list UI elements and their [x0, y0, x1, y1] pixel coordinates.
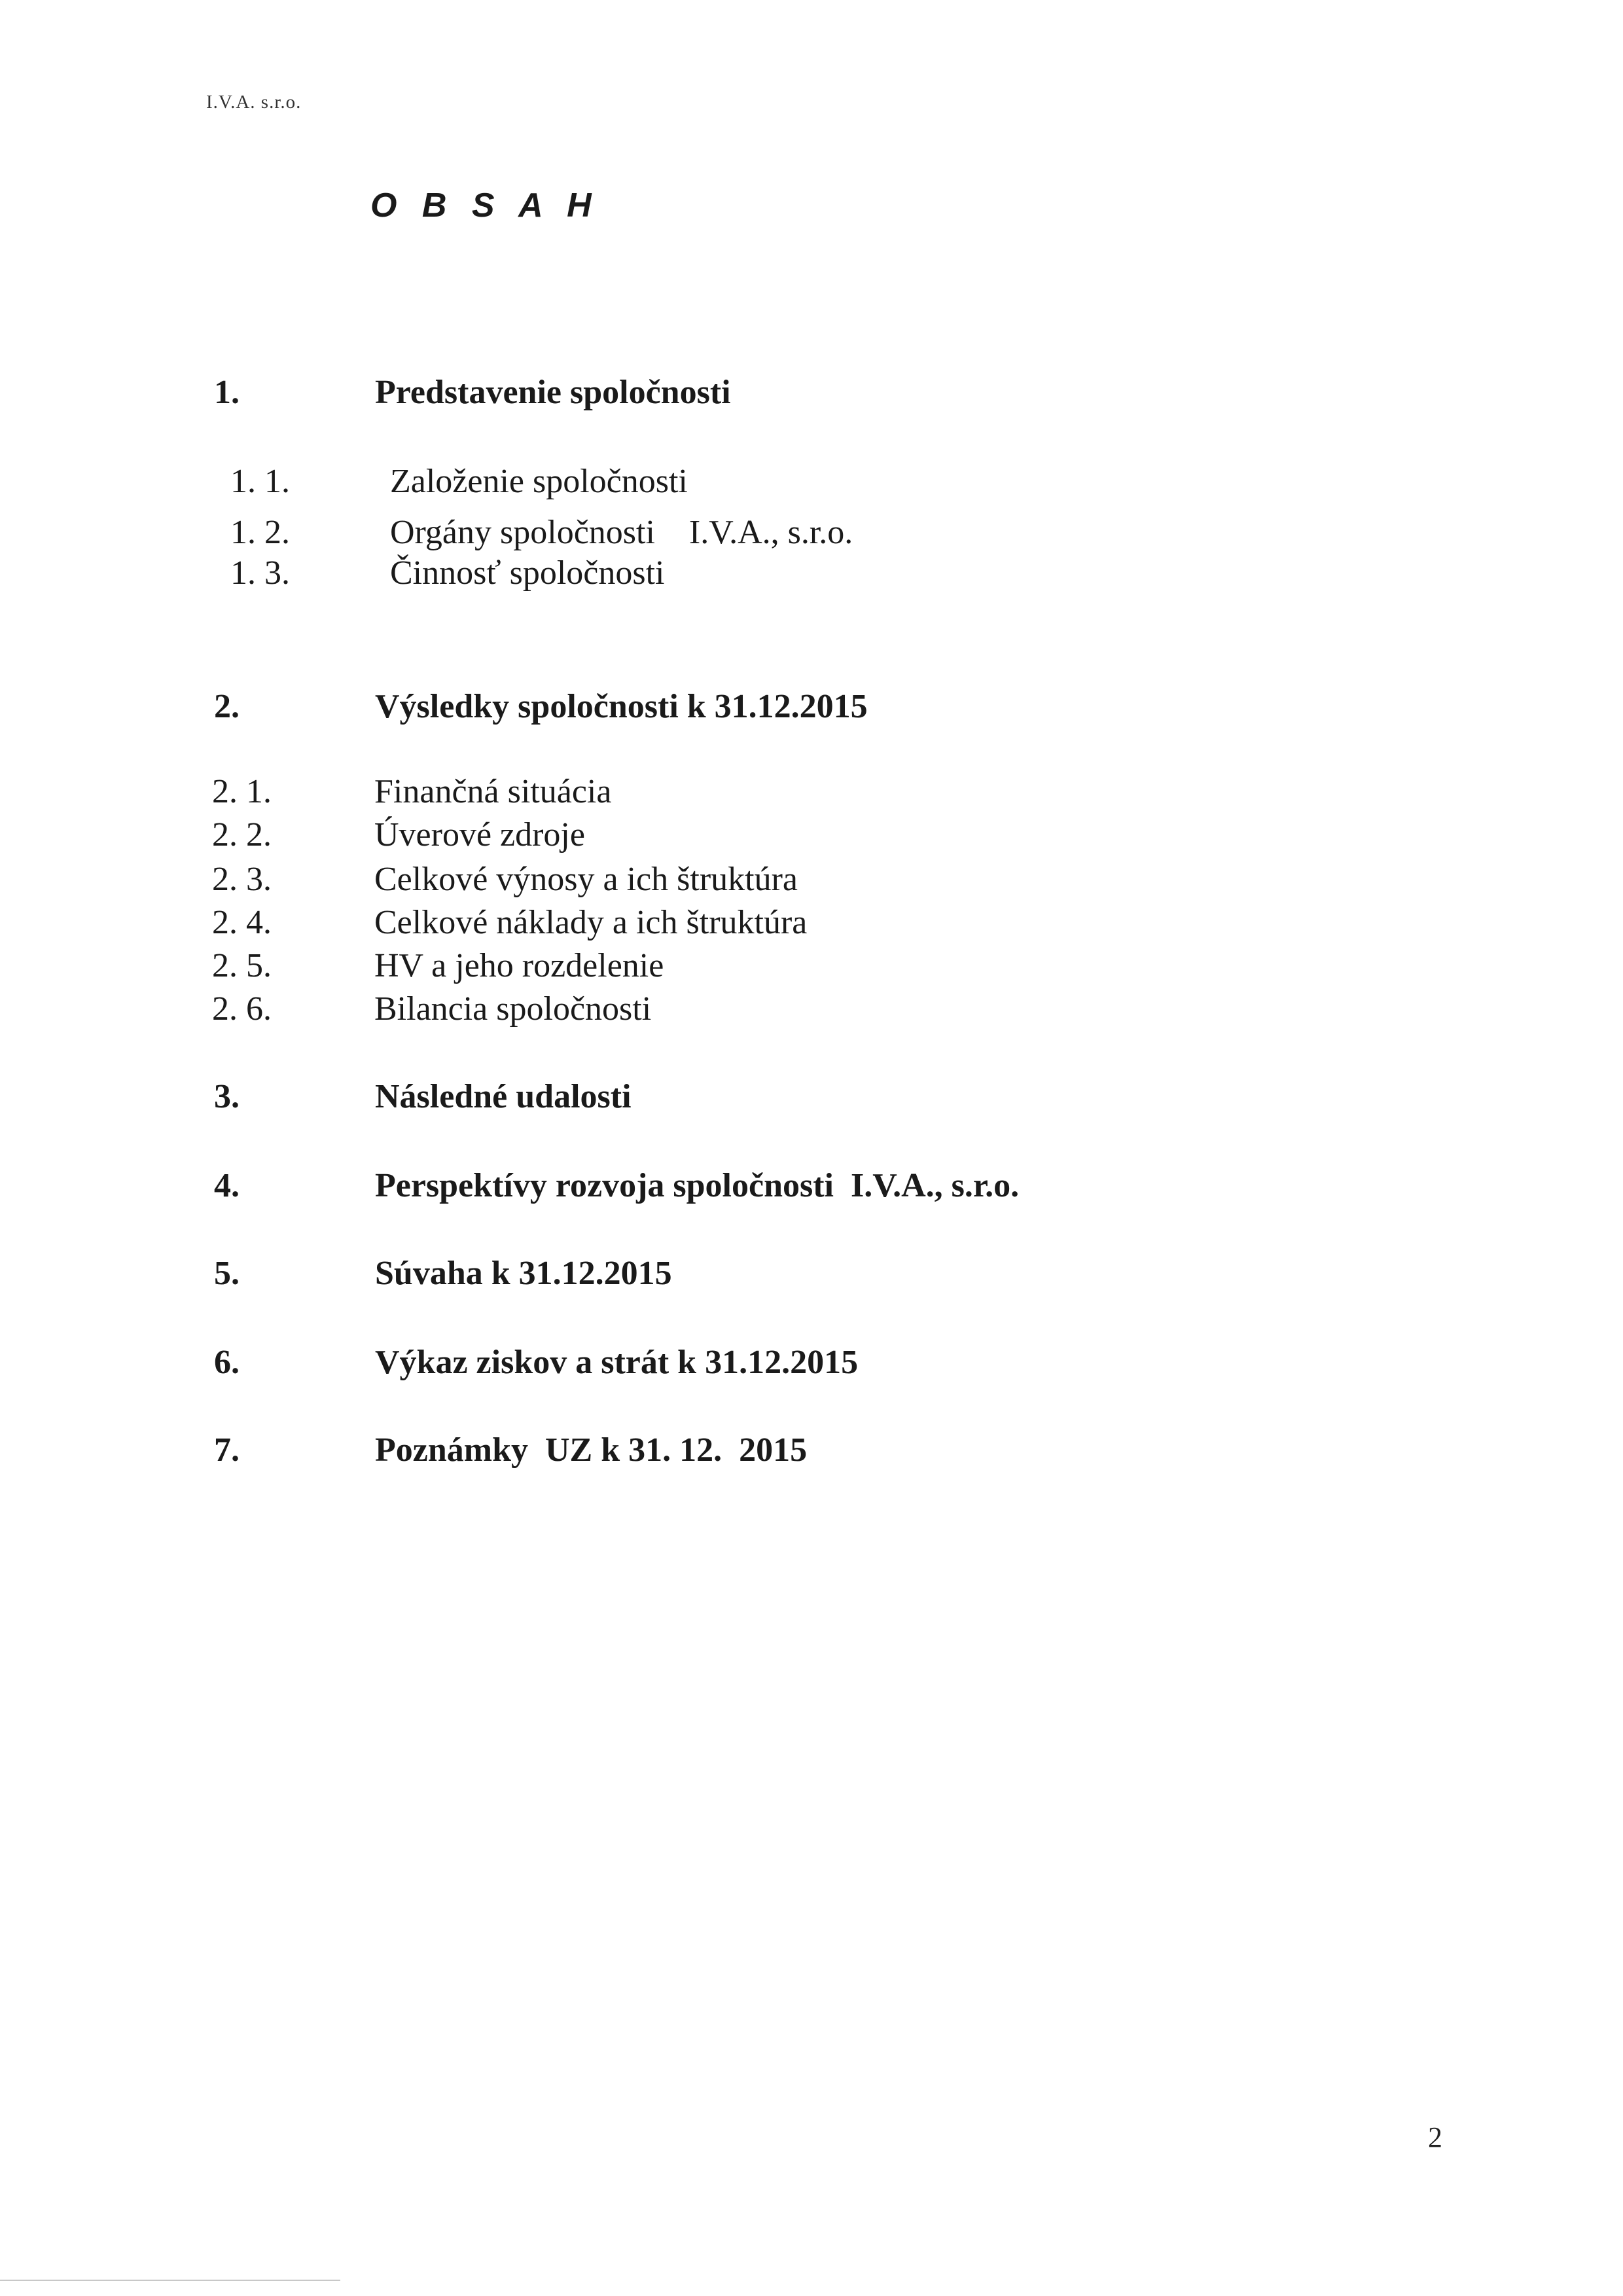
toc-title: Orgány spoločnosti I.V.A., s.r.o. — [390, 514, 853, 551]
toc-number: 2. 5. — [212, 947, 272, 984]
toc-number: 3. — [214, 1078, 240, 1115]
toc-number: 1. 1. — [230, 463, 290, 500]
toc-title: Úverové zdroje — [374, 816, 585, 853]
toc-number: 2. 3. — [212, 861, 272, 898]
toc-title: Výkaz ziskov a strát k 31.12.2015 — [375, 1344, 859, 1381]
toc-number: 2. — [214, 688, 240, 725]
toc-number: 2. 6. — [212, 990, 272, 1028]
document-title: O B S A H — [370, 187, 599, 224]
toc-title: Súvaha k 31.12.2015 — [375, 1255, 672, 1292]
toc-number: 1. 3. — [230, 554, 290, 592]
toc-title: Výsledky spoločnosti k 31.12.2015 — [375, 688, 868, 725]
toc-title: Následné udalosti — [375, 1078, 632, 1115]
toc-title: Činnosť spoločnosti — [390, 554, 665, 592]
toc-title: Celkové náklady a ich štruktúra — [374, 904, 808, 941]
toc-number: 1. — [214, 374, 240, 411]
toc-title: Perspektívy rozvoja spoločnosti I.V.A., s.r.o. — [375, 1167, 1020, 1204]
scan-edge-line — [0, 2280, 340, 2281]
toc-title: Poznámky UZ k 31. 12. 2015 — [375, 1431, 808, 1469]
toc-title: Bilancia spoločnosti — [374, 990, 652, 1028]
toc-number: 1. 2. — [230, 514, 290, 551]
page-number: 2 — [1428, 2121, 1442, 2153]
toc-number: 2. 2. — [212, 816, 272, 853]
toc-number: 2. 1. — [212, 773, 272, 810]
toc-number: 6. — [214, 1344, 240, 1381]
toc-number: 4. — [214, 1167, 240, 1204]
toc-title: Finančná situácia — [374, 773, 612, 810]
toc-number: 7. — [214, 1431, 240, 1469]
toc-number: 5. — [214, 1255, 240, 1292]
toc-title: Celkové výnosy a ich štruktúra — [374, 861, 798, 898]
page-header-company: I.V.A. s.r.o. — [206, 92, 302, 113]
toc-title: Založenie spoločnosti — [390, 463, 688, 500]
toc-number: 2. 4. — [212, 904, 272, 941]
toc-title: Predstavenie spoločnosti — [375, 374, 731, 411]
toc-title: HV a jeho rozdelenie — [374, 947, 664, 984]
